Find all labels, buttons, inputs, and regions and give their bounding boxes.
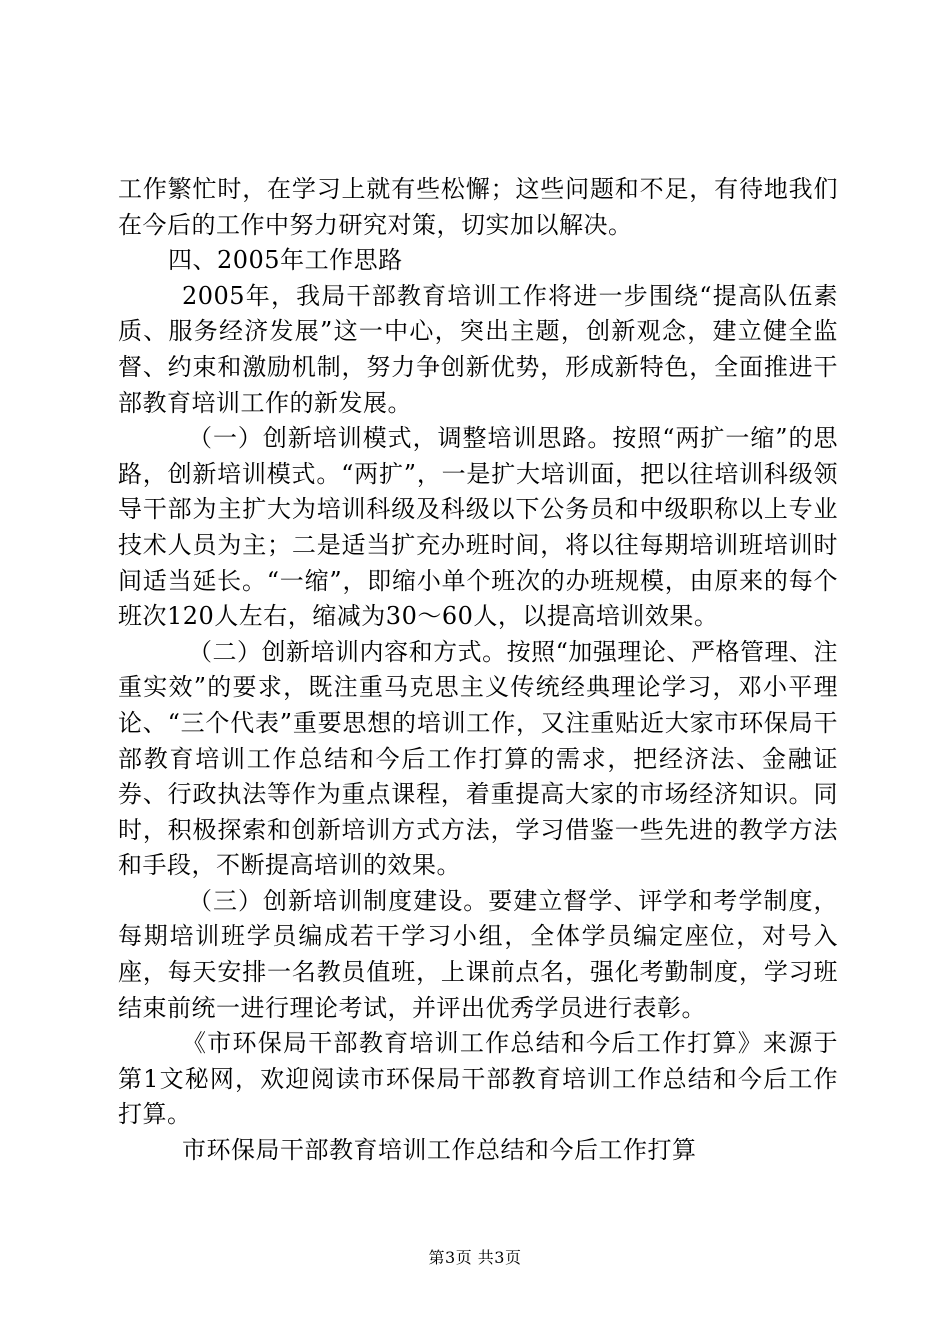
paragraph-continuation: 工作繁忙时，在学习上就有些松懈；这些问题和不足，有待地我们在今后的工作中努力研究对策，切实加以解决。 <box>118 175 838 239</box>
paragraph-item-3: （三）创新培训制度建设。要建立督学、评学和考学制度，每期培训班学员编成若干学习小组，全体学员编定座位，对号入座，每天安排一名教员值班，上课前点名，强化考勤制度，学习班结束前统一进行理论考试，并评出优秀学员进行表彰。 <box>118 886 838 1022</box>
section-heading: 四、2005年工作思路 <box>168 246 403 275</box>
page-footer: 第3页 共3页 <box>428 1248 522 1267</box>
paragraph-item-2: （二）创新培训内容和方式。按照“加强理论、严格管理、注重实效”的要求，既注重马克思主义传统经典理论学习，邓小平理论、“三个代表”重要思想的培训工作，又注重贴近大家市环保局干部教育培训工作总结和今后工作打算的需求，把经济法、金融证券、行政执法等作为重点课程，着重提高大家的市场经济知识。同时，积极探索和创新培训方式方法，学习借鉴一些先进的教学方法和手段，不断提高培训的效果。 <box>118 637 838 880</box>
paragraph-item-1: （一）创新培训模式，调整培训思路。按照“两扩一缩”的思路，创新培训模式。“两扩”，一是扩大培训面，把以往培训科级领导干部为主扩大为培训科级及科级以下公务员和中级职称以上专业技术人员为主；二是适当扩充办班时间，将以往每期培训班培训时间适当延长。“一缩”，即缩小单个班次的办班规模，由原来的每个班次120人左右，缩减为30～60人，以提高培训效果。 <box>118 424 838 631</box>
paragraph-source-note: 《市环保局干部教育培训工作总结和今后工作打算》来源于第1文秘网，欢迎阅读市环保局干部教育培训工作总结和今后工作打算。 <box>118 1029 838 1129</box>
paragraph-overview: 2005年，我局干部教育培训工作将进一步围绕“提高队伍素质、服务经济发展”这一中心，突出主题，创新观念，建立健全监督、约束和激励机制，努力争创新优势，形成新特色，全面推进干部教育培训工作的新发展。 <box>118 281 838 417</box>
document-body <box>118 172 838 1169</box>
paragraph-title-repeat: 市环保局干部教育培训工作总结和今后工作打算 <box>182 1136 697 1165</box>
